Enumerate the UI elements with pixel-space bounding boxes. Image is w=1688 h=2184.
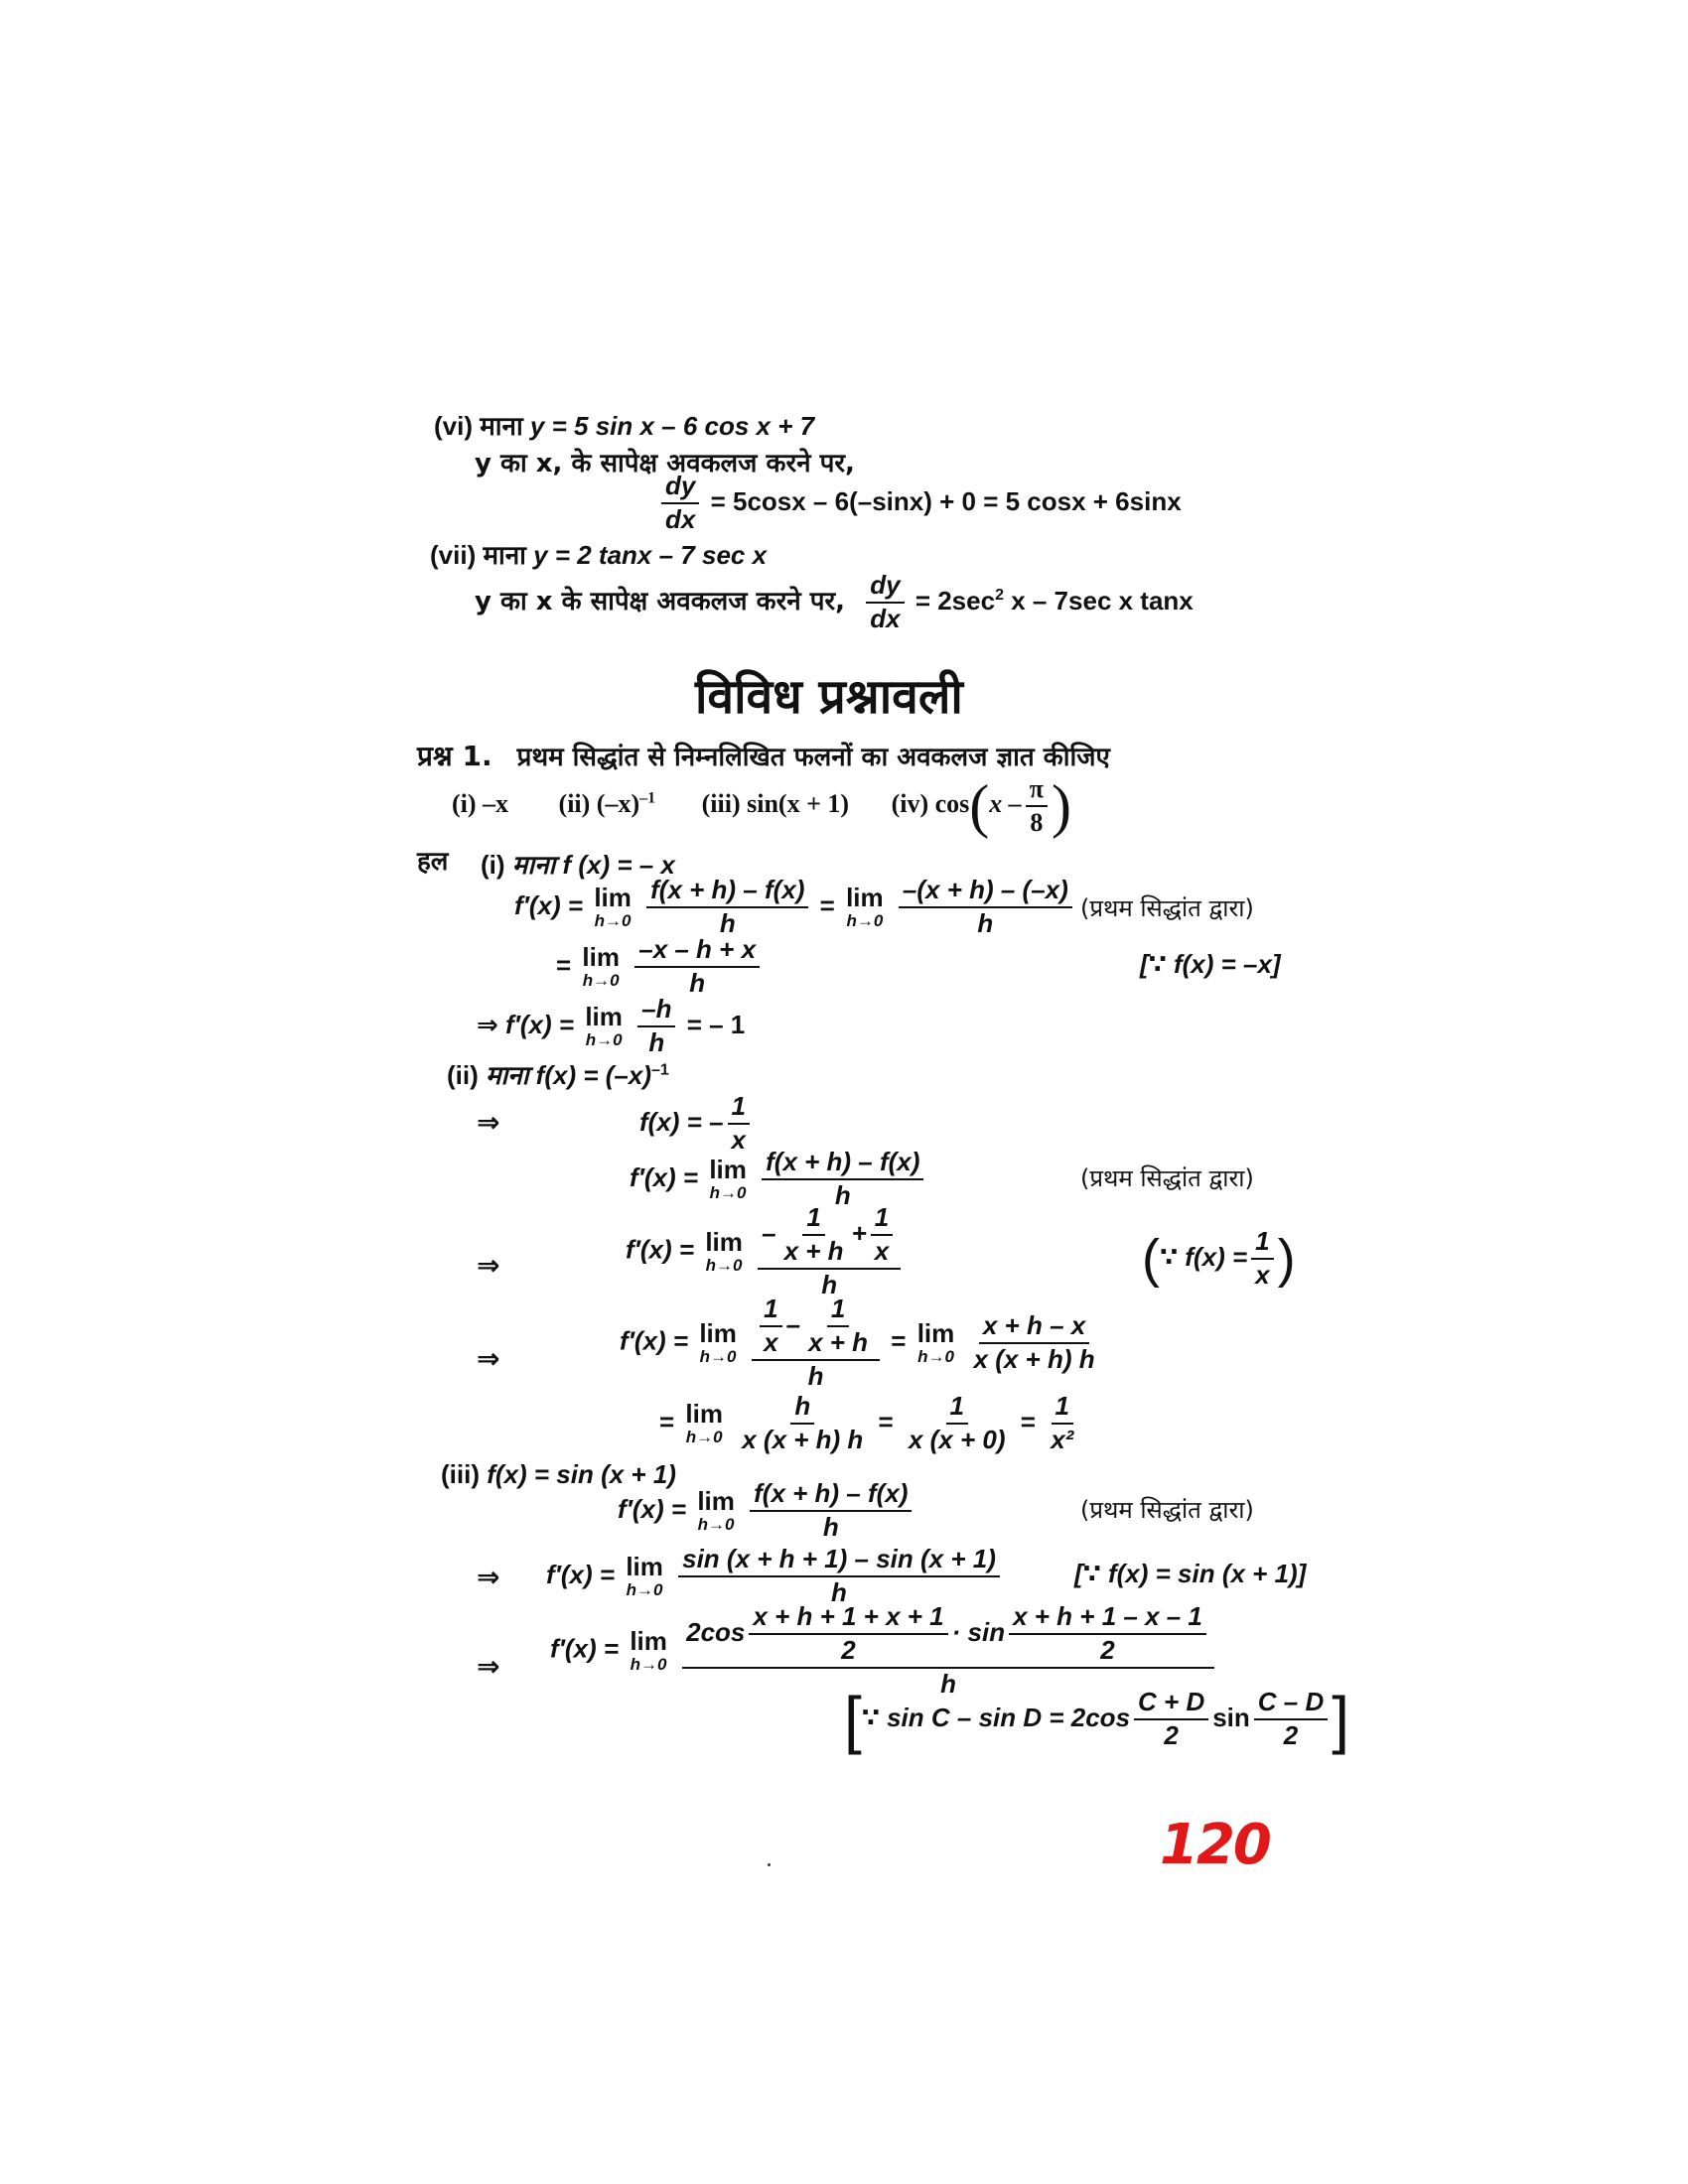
part-vi-line1 [434,407,814,443]
sol-ii-line4: = lim h→0 $\frac{h}{x (x + h) h}$ = $\frac{1}{x (x + 0)}$ = $\frac{1}{\text{x²}}$ [659,1391,1074,1454]
question-label: प्रश्न 1. [417,740,492,772]
part-vii-result: y का x के सापेक्ष अवकलज करने पर, $\frac{dy}{dx}$ = $2\sec^2$ x – 7sec x tanx [475,570,1194,633]
sol-i-let: (i) माना f (x) = – x [481,850,675,880]
solution-label: हल [417,847,449,877]
let-word: माना [480,412,523,442]
first-principle-note: (प्रथम सिद्धांत द्वारा) [1080,1164,1254,1192]
sol-ii-fx: f(x) = – $\frac{1}{x}$ [639,1092,754,1156]
implies-arrow: ⇒ [477,1250,500,1281]
wrt-text: y का x, के सापेक्ष अवकलज करने पर, [475,449,855,478]
part-label: (vii) [430,540,477,570]
sol-i-line3: ⇒ f′(x) = lim h→0 $\frac{-h}{h}$ = – 1 [477,994,746,1057]
wrt-text: y का x के सापेक्ष अवकलज करने पर, [475,586,845,616]
first-principle-note: (प्रथम सिद्धांत द्वारा) [1080,1496,1254,1524]
given-note-ii: (∵ f(x) = $\frac{1}{x}$ ) [1142,1226,1296,1290]
section-heading: विविध प्रश्नावली [695,669,963,725]
part-i: (i) –x [452,788,509,818]
question-text: प्रथम सिद्धांत से निम्नलिखित फलनों का अवकलज ज्ञात कीजिए [516,743,1110,772]
implies-arrow: ⇒ [477,1562,500,1592]
derivative-result: = 2sec [914,585,996,615]
equation: y = 5 sin x – 6 cos x + 7 [529,411,815,441]
question-1-parts [452,774,1071,838]
dy-dx-fraction: $\frac{dy}{dx}$ [661,472,699,535]
sol-ii-line1: f′(x) = lim h→0 $\frac{f(x + h) - f(x)}{h}$ [630,1148,927,1211]
implies-arrow: ⇒ [477,1651,500,1682]
sol-iii-line1: f′(x) = lim h→0 $\frac{f(x + h) - f(x)}{h}$ [618,1479,915,1543]
first-principle-note: (प्रथम सिद्धांत द्वारा) [1080,894,1254,922]
question-1 [417,737,1110,774]
equation: y = 2 tanx – 7 sec x [533,540,768,570]
part-iii: (iii) sin(x + 1) [701,788,850,818]
implies-arrow: ⇒ [477,1343,500,1374]
sol-i-line1: f′(x) = lim h→0 $\frac{f(x + h) - f(x)}{h}$ = lim h→0 $\frac{-(x + h) - (-x)}{h}$ [514,876,1076,939]
sol-ii-line3: f′(x) = lim h→0 $\frac{1}{x}$ – $\frac{1}{x + h}$ h = lim h→0 $\frac{x + h - x}{x (x + h) h}$ [620,1294,1095,1391]
sol-iii-line2: f′(x) = lim h→0 $\frac{\sin (x + h + 1) - \sin (x + 1)}{h}$ [546,1545,1004,1608]
page-number: 120 [1160,1813,1270,1877]
part-vi-result [657,472,1182,535]
implies-arrow: ⇒ [477,1107,500,1138]
part-iv: (iv) cos(x – $\frac{\pi}{8}$ ) [891,772,1071,839]
sol-iii-line3: f′(x) = lim h→0 2cos $\frac{x + h + 1 + x + 1}{2}$ · sin $\frac{x + h + 1 - x - 1}{2}$ h [550,1602,1218,1700]
let-word: माना [483,541,526,571]
trig-identity-note: [∵ sin C – sin D = 2cos $\frac{C + D}{2}$ sin $\frac{C - D}{2}$ ] [844,1684,1350,1755]
sol-iii-let: (iii) f(x) = sin (x + 1) [441,1459,676,1489]
part-vii-line1 [430,536,767,572]
sol-ii-let: (ii) माना $f(x) = (-x)^{-1}$ [447,1060,669,1090]
dy-dx-fraction: $\frac{dy}{dx}$ [866,571,904,634]
sol-ii-line2: f′(x) = lim h→0 – $\frac{1}{x + h}$ + $\frac{1}{x}$ h [626,1203,905,1300]
sol-i-line2: = lim h→0 $\frac{-x - h + x}{h}$ [556,935,764,999]
given-note-iii: [∵ f(x) = sin (x + 1)] [1074,1559,1307,1588]
derivative-result: = 5cosx – 6(–sinx) + 0 = 5 cosx + 6sinx [710,485,1182,516]
given-note: [∵ f(x) = –x] [1140,949,1281,979]
scan-dot [768,1863,771,1866]
part-ii: (ii) $(-x)^{-1}$ [558,788,656,818]
part-label: (vi) [434,411,473,441]
